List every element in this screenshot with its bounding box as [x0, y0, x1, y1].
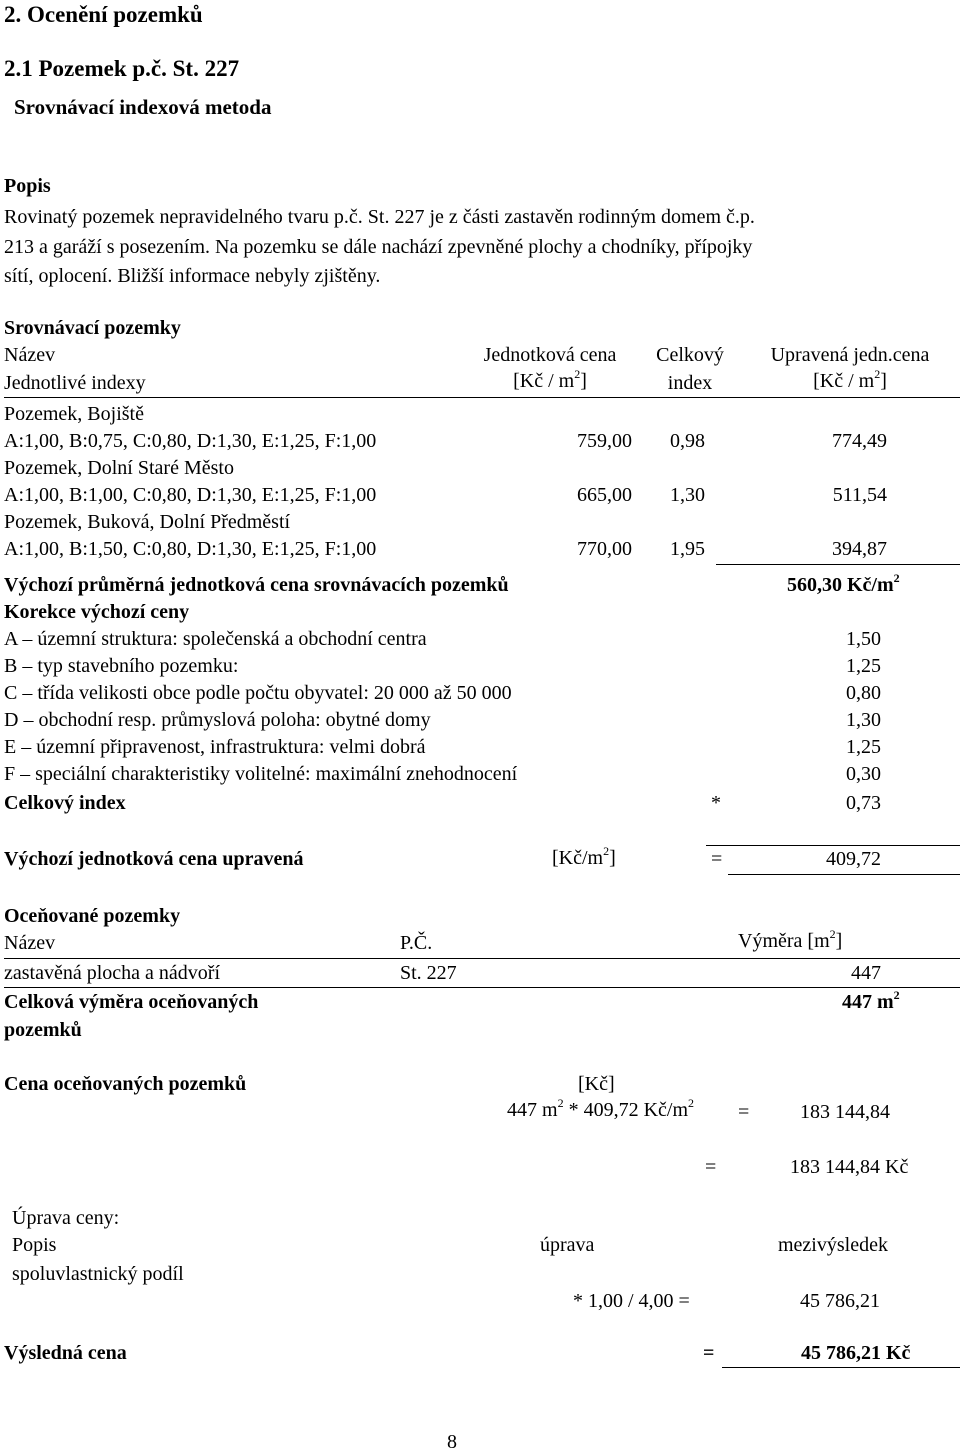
index-rule	[706, 845, 960, 846]
comparison-row-name: Pozemek, Dolní Staré Město	[4, 457, 234, 479]
adjustment-row-calc: * 1,00 / 4,00 =	[573, 1290, 690, 1312]
total-index-operator: *	[711, 792, 721, 814]
valued-col-name: Název	[4, 932, 56, 954]
col-indexes-header: Jednotlivé indexy	[4, 372, 146, 394]
valued-row-parcel: St. 227	[400, 962, 457, 984]
col-unit-price-header: Jednotková cena	[483, 344, 617, 366]
correction-label: F – speciální charakteristiky volitelné: maximální znehodnocení	[4, 763, 518, 785]
total-index-value: 0,73	[846, 792, 881, 814]
valued-row-name: zastavěná plocha a nádvoří	[4, 962, 221, 984]
adjusted-price-label: Výchozí jednotková cena upravená	[4, 848, 304, 870]
average-label: Výchozí průměrná jednotková cena srovnávacích pozemků	[4, 574, 509, 596]
price-unit: [Kč]	[578, 1073, 615, 1095]
comparison-row-index: 0,98	[670, 430, 705, 452]
popis-line: Rovinatý pozemek nepravidelného tvaru p.č. St. 227 je z části zastavěn rodinným domem č.p.	[4, 206, 755, 228]
method-title: Srovnávací indexová metoda	[14, 95, 272, 119]
col-total-index-header2: index	[667, 372, 713, 394]
comparison-row-adjusted: 394,87	[832, 538, 887, 560]
popis-line: sítí, oplocení. Bližší informace nebyly zjištěny.	[4, 265, 381, 287]
comparison-row-indexes: A:1,00, B:0,75, C:0,80, D:1,30, E:1,25, F:1,00	[4, 430, 377, 452]
result-label: Výsledná cena	[4, 1342, 127, 1364]
correction-value: 1,25	[846, 736, 881, 758]
col-total-index-header: Celkový	[656, 344, 724, 366]
comparison-row-price: 759,00	[577, 430, 632, 452]
adjustment-row-value: 45 786,21	[800, 1290, 880, 1312]
corrections-title: Korekce výchozí ceny	[4, 601, 190, 623]
col-adjusted-header: Upravená jedn.cena	[770, 344, 930, 366]
valued-total-label: Celková výměra oceňovaných	[4, 991, 259, 1013]
comparison-row-indexes: A:1,00, B:1,50, C:0,80, D:1,30, E:1,25, F:1,00	[4, 538, 377, 560]
adjusted-price-unit: $[Kč/m^2]$	[552, 844, 616, 869]
section-heading: 2.1 Pozemek p.č. St. 227	[4, 56, 240, 81]
adjustment-col-mezivysledek: mezivýsledek	[778, 1234, 888, 1256]
valued-total-rule	[4, 987, 960, 988]
valued-row-area: 447	[851, 962, 881, 984]
adjusted-price-rule	[728, 874, 960, 875]
page-heading: 2. Ocenění pozemků	[4, 2, 203, 27]
valued-col-area: Výměra $[m^2]$	[738, 927, 843, 952]
correction-value: 1,30	[846, 709, 881, 731]
correction-value: 0,30	[846, 763, 881, 785]
correction-label: A – územní struktura: společenská a obchodní centra	[4, 628, 427, 650]
adjustment-title: Úprava ceny:	[12, 1207, 120, 1229]
popis-line: 213 a garáží s posezením. Na pozemku se dále nachází zpevněné plochy a chodníky, přípojky	[4, 236, 753, 258]
comparison-row-name: Pozemek, Bojiště	[4, 403, 144, 425]
comparison-row-index: 1,30	[670, 484, 705, 506]
total-index-label: Celkový index	[4, 792, 126, 814]
average-value: 560,30 $Kč/m^2$	[787, 571, 900, 596]
adjustment-col-popis: Popis	[12, 1234, 57, 1256]
result-value: 45 786,21 Kč	[801, 1342, 911, 1364]
valued-total-label-2: pozemků	[4, 1019, 82, 1041]
comparison-row-indexes: A:1,00, B:1,00, C:0,80, D:1,30, E:1,25, F:1,00	[4, 484, 377, 506]
correction-value: 1,50	[846, 628, 881, 650]
correction-value: 0,80	[846, 682, 881, 704]
correction-label: E – územní připravenost, infrastruktura: velmi dobrá	[4, 736, 426, 758]
adjusted-price-equals: =	[711, 848, 723, 870]
valued-header-rule	[4, 958, 960, 959]
adjustment-row-label: spoluvlastnický podíl	[12, 1263, 184, 1285]
comparison-row-adjusted: 774,49	[832, 430, 887, 452]
price-calc-value: 183 144,84	[800, 1101, 890, 1123]
page-number: 8	[447, 1431, 457, 1453]
result-rule	[722, 1367, 960, 1368]
col-adjusted-unit: [Kč / $m^2$]	[813, 367, 887, 392]
correction-label: C – třída velikosti obce podle počtu obyvatel: 20 000 až 50 000	[4, 682, 512, 704]
result-equals: =	[703, 1342, 715, 1364]
header-rule	[4, 397, 960, 398]
valued-title: Oceňované pozemky	[4, 905, 181, 927]
correction-label: D – obchodní resp. průmyslová poloha: obytné domy	[4, 709, 431, 731]
comparison-title: Srovnávací pozemky	[4, 317, 181, 339]
sum-rule	[716, 564, 960, 565]
comparison-row-adjusted: 511,54	[832, 484, 887, 506]
adjustment-col-uprava: úprava	[540, 1234, 595, 1256]
comparison-row-name: Pozemek, Buková, Dolní Předměstí	[4, 511, 291, 533]
col-name-header: Název	[4, 344, 56, 366]
valued-col-parcel: P.Č.	[400, 932, 433, 954]
price-total-equals: =	[705, 1156, 717, 1178]
valued-total-value: 447 $m^2$	[842, 988, 900, 1013]
comparison-row-price: 665,00	[577, 484, 632, 506]
correction-label: B – typ stavebního pozemku:	[4, 655, 239, 677]
popis-label: Popis	[4, 175, 51, 197]
comparison-row-price: 770,00	[577, 538, 632, 560]
price-calculation: 447 $m^2 * 409,72$ $Kč/m^2$	[507, 1096, 694, 1121]
comparison-row-index: 1,95	[670, 538, 705, 560]
price-label: Cena oceňovaných pozemků	[4, 1073, 247, 1095]
adjusted-price-value: 409,72	[826, 848, 881, 870]
correction-value: 1,25	[846, 655, 881, 677]
price-calc-equals: =	[738, 1101, 750, 1123]
price-total-value: 183 144,84 Kč	[790, 1156, 909, 1178]
col-unit-price-unit: [Kč / $m^2$]	[513, 367, 587, 392]
